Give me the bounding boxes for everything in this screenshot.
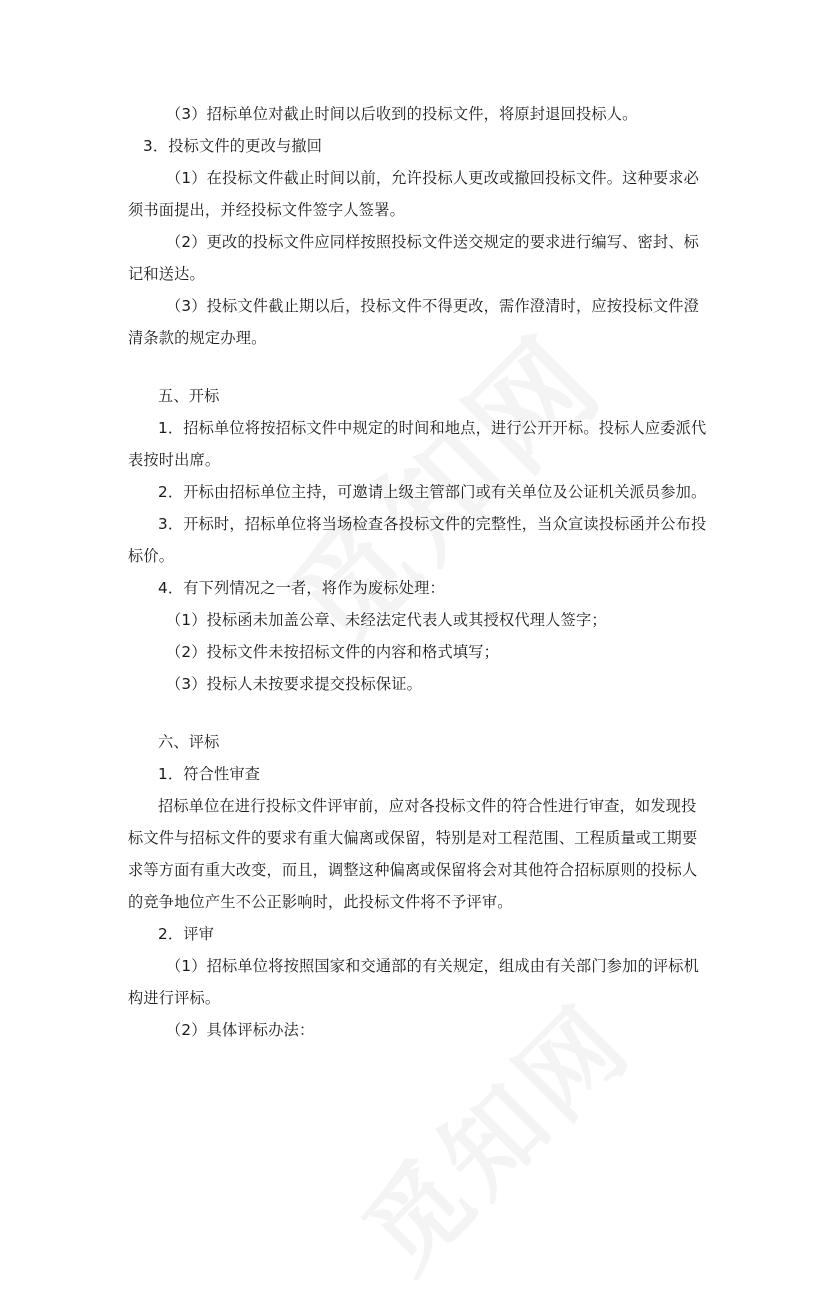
section-gap xyxy=(128,354,710,380)
paragraph-modified-bid-rules: （2）更改的投标文件应同样按照投标文件送交规定的要求进行编写、密封、标记和送达。 xyxy=(128,233,700,283)
subheading-conformity-review: 1．符合性审查 xyxy=(158,765,261,783)
paragraph-conformity-review: 招标单位在进行投标文件评审前，应对各投标文件的符合性进行审查，如发现投标文件与招标文件的要求有重大偏离或保留，特别是对工程范围、工程质量或工期要求等方面有重大改变，而且，调整这种偏离或保留将会对其他符合招标原则的投标人的竞争地位产生不公正影响时，此投标文件将不予评审。 xyxy=(128,797,698,911)
section-heading-bid-opening: 五、开标 xyxy=(158,387,220,405)
paragraph-invalid-bid-intro: 4．有下列情况之一者，将作为废标处理： xyxy=(158,579,445,597)
list-item-invalid-2: （2）投标文件未按招标文件的内容和格式填写； xyxy=(166,643,500,661)
paragraph-opening-host: 2．开标由招标单位主持，可邀请上级主管部门或有关单位及公证机关派员参加。 xyxy=(158,483,707,501)
paragraph-no-change-after-deadline: （3）投标文件截止期以后，投标文件不得更改，需作澄清时，应按投标文件澄清条款的规定办理。 xyxy=(128,297,700,347)
paragraph-modify-before-deadline: （1）在投标文件截止时间以前，允许投标人更改或撤回投标文件。这种要求必须书面提出，并经投标文件签字人签署。 xyxy=(128,169,700,219)
paragraph-opening-time-place: 1．招标单位将按招标文件中规定的时间和地点，进行公开开标。投标人应委派代表按时出席。 xyxy=(128,419,707,469)
paragraph-evaluation-method: （2）具体评标办法： xyxy=(166,1021,315,1039)
subheading-bid-modification: 3．投标文件的更改与撤回 xyxy=(143,137,323,155)
section-gap xyxy=(128,700,710,726)
document-body xyxy=(128,98,710,1046)
section-heading-bid-evaluation: 六、评标 xyxy=(158,733,220,751)
list-item-invalid-3: （3）投标人未按要求提交投标保证。 xyxy=(166,675,423,693)
paragraph-evaluation-committee: （1）招标单位将按照国家和交通部的有关规定，组成由有关部门参加的评标机构进行评标。 xyxy=(128,957,700,1007)
subheading-review: 2．评审 xyxy=(158,925,215,943)
paragraph-late-bid-return: （3）招标单位对截止时间以后收到的投标文件，将原封退回投标人。 xyxy=(166,105,638,123)
list-item-invalid-1: （1）投标函未加盖公章、未经法定代表人或其授权代理人签字； xyxy=(166,611,607,629)
paragraph-opening-check: 3．开标时，招标单位将当场检查各投标文件的完整性，当众宣读投标函并公布投标价。 xyxy=(128,515,707,565)
